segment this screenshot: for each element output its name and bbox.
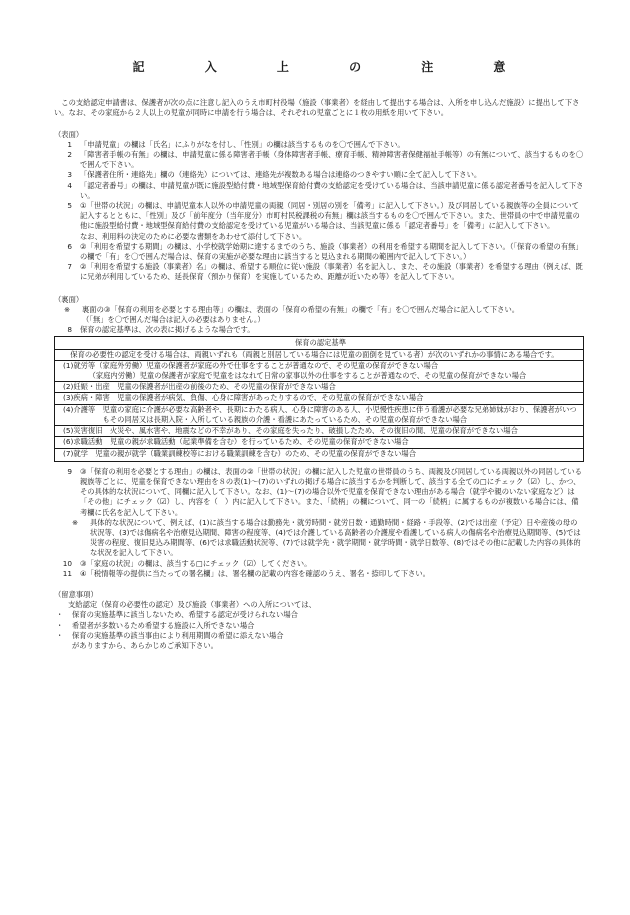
list-item: 9 ③「保育の利用を必要とする理由」の欄は、表面の②「世帯の状況」の欄に記入した児童の世帯員のうち、両親及び同居している両親以外の同居している親族等ごとに、児童を保育できない理由を８の表(1)〜(7)のいずれの掲げる場合に該当するかを判断して、該当する全ての□にチェック（☑）し、かつ、その具体的な状況について、同欄に記入して下さい。なお、(1)〜(7)の場合以外で児童を保育できない理由がある場合（就学や親のいない家庭など）は「その他」にチェック（☑）し、内容を（ ）内に記入して下さい。また、「続柄」の欄について、同一の「続柄」に属するものが複数いる場合には、備考欄に氏名を記入して下さい。 <box>67 466 582 517</box>
back-section <box>54 295 584 579</box>
list-item: 7 ②「利用を希望する施設（事業者）名」の欄は、希望する順位に従い施設（事業者）名を記入し、また、その施設（事業者）を希望する理由（例えば、既に兄弟が利用しているため、延長保育（預かり保育）を実施しているため、距離が近いため等）を記入して下さい。 <box>67 262 583 282</box>
front-heading: （表面） <box>54 129 84 139</box>
caution-tail: がありますから、あらかじめご承知下さい。 <box>72 640 218 650</box>
intro-paragraph: この支給認定申請書は、保護者が次の点に注意し記入のうえ市町村役場（施設（事業者）を経由して提出する場合は、入所を申し込んだ施設）に提出して下さい。なお、その家庭から２人以上の児童が同時に申請を行う場合は、それぞれの児童ごとに１枚の用紙を用いて下さい。 <box>54 98 580 118</box>
criteria-table <box>54 336 584 461</box>
back-note: ※ 裏面の③「保育の利用を必要とする理由等」の欄は、表面の「保育の希望の有無」の欄で「有」を〇で囲んだ場合に記入して下さい。 <box>64 304 520 314</box>
criteria-row: (1)就労等（家庭外労働） 児童の保護者が家庭の外で仕事をすることが普通なので、その児童の保育ができない場合 <box>63 360 439 370</box>
criteria-row: (2)妊娠・出産 児童の保護者が出産の前後のため、その児童の保育ができない場合 <box>63 382 336 392</box>
back-heading: （裏面） <box>54 294 84 304</box>
criteria-row: (5)災害復旧 火災や、風水害や、地震などの不幸があり、その家庭を失ったり、破損したため、その復旧の間、児童の保育ができない場合 <box>63 426 518 436</box>
caution-item: ・ 保育の実施基準に該当しないため、希望する認定が受けられない場合 <box>56 610 298 620</box>
list-item-extra: なお、利用料の決定のために必要な書類をあわせて添付して下さい。 <box>80 231 307 241</box>
list-item: 8 保育の認定基準は、次の表に掲げるような場合です。 <box>67 325 255 335</box>
front-section <box>54 130 584 283</box>
caution-section <box>54 590 584 651</box>
list-item: 3 「保護者住所・連絡先」欄の（連絡先）については、連絡先が複数ある場合は連絡のつきやすい順に全て記入して下さい。 <box>67 170 482 180</box>
list-item: 4 「認定者番号」の欄は、申請児童が既に施設型給付費・地域型保育給付費の支給認定を受けている場合は、当該申請児童に係る認定者番号を記入して下さい。 <box>67 180 584 200</box>
list-item: 5 ①「世帯の状況」の欄は、申請児童本人以外の申請児童の両親（同居・別居の別を「備考」に記入して下さい。）及び同居している親族等の全員について記入するとともに、「性別」及び「前年度分（当年度分）市町村民税課税の有無」欄は該当するものを〇で囲んで下さい。また、世帯員の中で申請児童の他に施設型給付費・地域型保育給付費の支給認定を受けている児童がいる場合は、当該児童に係る「認定者番号」を「備考」に記入して下さい。 なお、利用料の決定のために必要な書類をあわせて添付して下さい。 <box>67 201 580 241</box>
list-item: 1 「申請児童」の欄は「氏名」にふりがなを付し、「性別」の欄は該当するものを〇で囲んで下さい。 <box>67 139 405 149</box>
front-list <box>54 140 584 283</box>
criteria-lead: 保育の必要性の認定を受ける場合は、両親いずれも（両親と別居している場合には児童の面倒を見ている者）が次のいずれかの事情にある場合です。 <box>70 349 559 359</box>
list-item: 6 ②「利用を希望する期間」の欄は、小学校就学始期に達するまでのうち、施設（事業者）の利用を希望する期間を記入して下さい。（「保育の希望の有無」の欄で「有」を〇で囲んだ場合は、保育の実施が必要な理由に該当すると見込まれる期間の範囲内で記入して下さい。） <box>67 241 583 262</box>
criteria-row: (7)就学 児童の親が就学（職業訓練校等における職業訓練を含む）のため、その児童の保育ができない場合 <box>63 448 417 458</box>
criteria-title: 保育の認定基準 <box>294 338 347 348</box>
list-item: 10 ③「家庭の状況」の欄は、該当する□にチェック（☑）してください。 <box>62 558 312 568</box>
caution-heading: （留意事項） <box>54 589 98 599</box>
criteria-row: (6)求職活動 児童の親が求職活動（起業準備を含む）を行っているため、その児童の保育ができない場合 <box>63 437 409 447</box>
list-item: 2 「障害者手帳の有無」の欄は、申請児童に係る障害者手帳（身体障害者手帳、療育手帳、精神障害者保健福祉手帳等）の有無について、該当するものを〇で囲んで下さい。 <box>67 150 584 170</box>
criteria-row: （家庭内労働） 児童の保護者が家庭で児童をはなれて日常の家事以外の仕事をすることが普通なので、その児童の保育ができない場合 <box>63 371 527 381</box>
criteria-row: (4)介護等 児童の家庭に介護が必要な高齢者や、長期にわたる病人、心身に障害のある人、小児慢性疾患に伴う看護が必要な兄弟姉妹がおり、保護者がいつもその同居又は長期入院・入所している親族の介護・看護にあたっているため、その児童の保育ができない場合 <box>63 404 577 424</box>
criteria-row: (3)疾病・障害 児童の保護者が病気、負傷、心身に障害があったりするので、その児童の保育ができない場合 <box>63 393 424 403</box>
caution-item: ・ 希望者が多数いるため希望する施設に入所できない場合 <box>56 620 255 630</box>
caution-item: ・ 保育の実施基準の該当事由により利用期間の希望に添えない場合 <box>56 630 284 640</box>
document-title: 記 入 上 の 注 意 <box>132 60 534 74</box>
back-note-sub: （「無」を〇で囲んだ場合は記入の必要はありません。） <box>82 315 265 325</box>
caution-lead: 支給認定（保育の必要性の認定）及び施設（事業者）への入所については、 <box>68 600 316 610</box>
back-note-2: ※ 具体的な状況について、例えば、(1)に該当する場合は勤務先・就労時間・就労日数・通勤時間・経路・手段等、(2)では出産（予定）日や産後の母の状況等、(3)では傷病名や治療見込期間、障害の程度等、(4)では介護している高齢者の介護度や看護している病人の傷病名や治療見込期間等、(5)では災害の程度、復旧見込み期間等、(6)では求職活動状況等、(7)では就学先・就学期間・就学時間・就学日数等、(8)ではその他に記載した内容の具体的な状況を記入して下さい。 <box>72 517 581 558</box>
list-item: 11 ④「税情報等の提供に当たっての署名欄」は、署名欄の記載の内容を確認のうえ、署名・捺印して下さい。 <box>62 568 430 578</box>
